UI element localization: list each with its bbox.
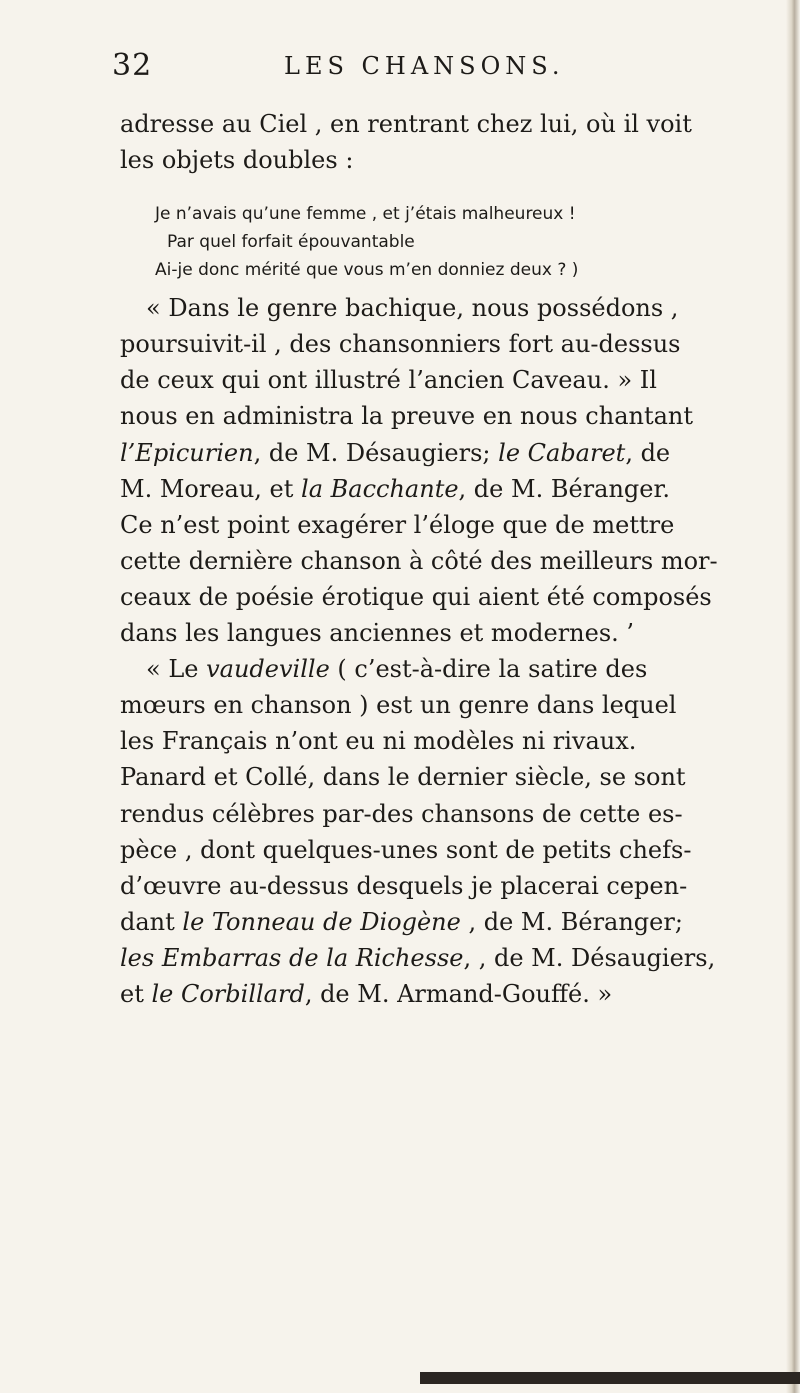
- text-line: adresse au Ciel , en rentrant chez lui, où il voit: [120, 110, 692, 138]
- song-title: le Corbillard: [151, 979, 305, 1008]
- text-run: , , de M. Désaugiers,: [463, 943, 716, 972]
- text-run: ( c’est-à-dire la satire des: [329, 655, 648, 684]
- running-title: LES CHANSONS.: [284, 52, 565, 80]
- text-line: Panard et Collé, dans le dernier siècle, se sont: [120, 763, 686, 792]
- paragraph-vaudeville: [120, 651, 790, 1012]
- text-line: [120, 976, 790, 1012]
- song-title: les Embarras de la Richesse: [120, 943, 464, 972]
- page-body: [120, 106, 790, 1012]
- text-line: dans les langues anciennes et modernes. ’: [120, 619, 635, 648]
- song-title: le Cabaret: [498, 438, 626, 467]
- text-line: cette dernière chanson à côté des meilleurs mor-: [120, 546, 718, 575]
- text-line: nous en administra la preuve en nous chantant: [120, 402, 694, 431]
- song-title: le Tonneau de Diogène: [182, 907, 461, 936]
- text-run: et: [120, 979, 152, 1008]
- verse-quote: [120, 200, 790, 284]
- text-line: les Français n’ont eu ni modèles ni rivaux.: [120, 727, 637, 756]
- text-line: poursuivit-il , des chansonniers fort au-dessus: [120, 330, 681, 359]
- text-line: ceaux de poésie érotique qui aient été composés: [120, 582, 712, 611]
- text-line: [120, 940, 790, 976]
- text-line: d’œuvre au-dessus desquels je placerai cepen-: [120, 871, 688, 900]
- text-line: [120, 651, 790, 687]
- intro-paragraph: [120, 106, 790, 178]
- text-line: [120, 904, 790, 940]
- text-line: mœurs en chanson ) est un genre dans lequel: [120, 691, 677, 720]
- text-line: [120, 471, 790, 507]
- bottom-edge-bar: [420, 1372, 800, 1384]
- text-line: de ceux qui ont illustré l’ancien Caveau. » Il: [120, 366, 657, 395]
- song-title: l’Epicurien: [120, 438, 254, 467]
- text-run: , de M. Béranger;: [460, 907, 683, 936]
- text-line: [120, 435, 790, 471]
- text-run: , de M. Armand-Gouffé. »: [304, 979, 613, 1008]
- text-line: « Dans le genre bachique, nous possédons ,: [146, 294, 679, 323]
- text-line: pèce , dont quelques-unes sont de petits chefs-: [120, 835, 692, 864]
- page-header: [112, 48, 672, 88]
- verse-line: Je n’avais qu’une femme , et j’étais malheureux !: [155, 204, 576, 225]
- text-run: « Le: [146, 655, 207, 684]
- verse-line: Par quel forfait épouvantable: [167, 232, 415, 253]
- verse-line: Ai-je donc mérité que vous m’en donniez deux ? ): [155, 260, 579, 281]
- text-line: les objets doubles :: [120, 146, 354, 175]
- text-line: rendus célèbres par-des chansons de cette es-: [120, 799, 683, 828]
- text-run: M. Moreau, et: [120, 474, 302, 503]
- text-run: dant: [120, 907, 183, 936]
- text-run: , de M. Désaugiers;: [253, 438, 499, 467]
- text-run: , de M. Béranger.: [458, 474, 670, 503]
- text-line: Ce n’est point exagérer l’éloge que de mettre: [120, 510, 675, 539]
- text-run: , de: [625, 438, 671, 467]
- genre-term: vaudeville: [206, 655, 330, 684]
- song-title: la Bacchante: [301, 474, 459, 503]
- paragraph-bacchic: [120, 290, 790, 651]
- page-number: 32: [112, 48, 153, 83]
